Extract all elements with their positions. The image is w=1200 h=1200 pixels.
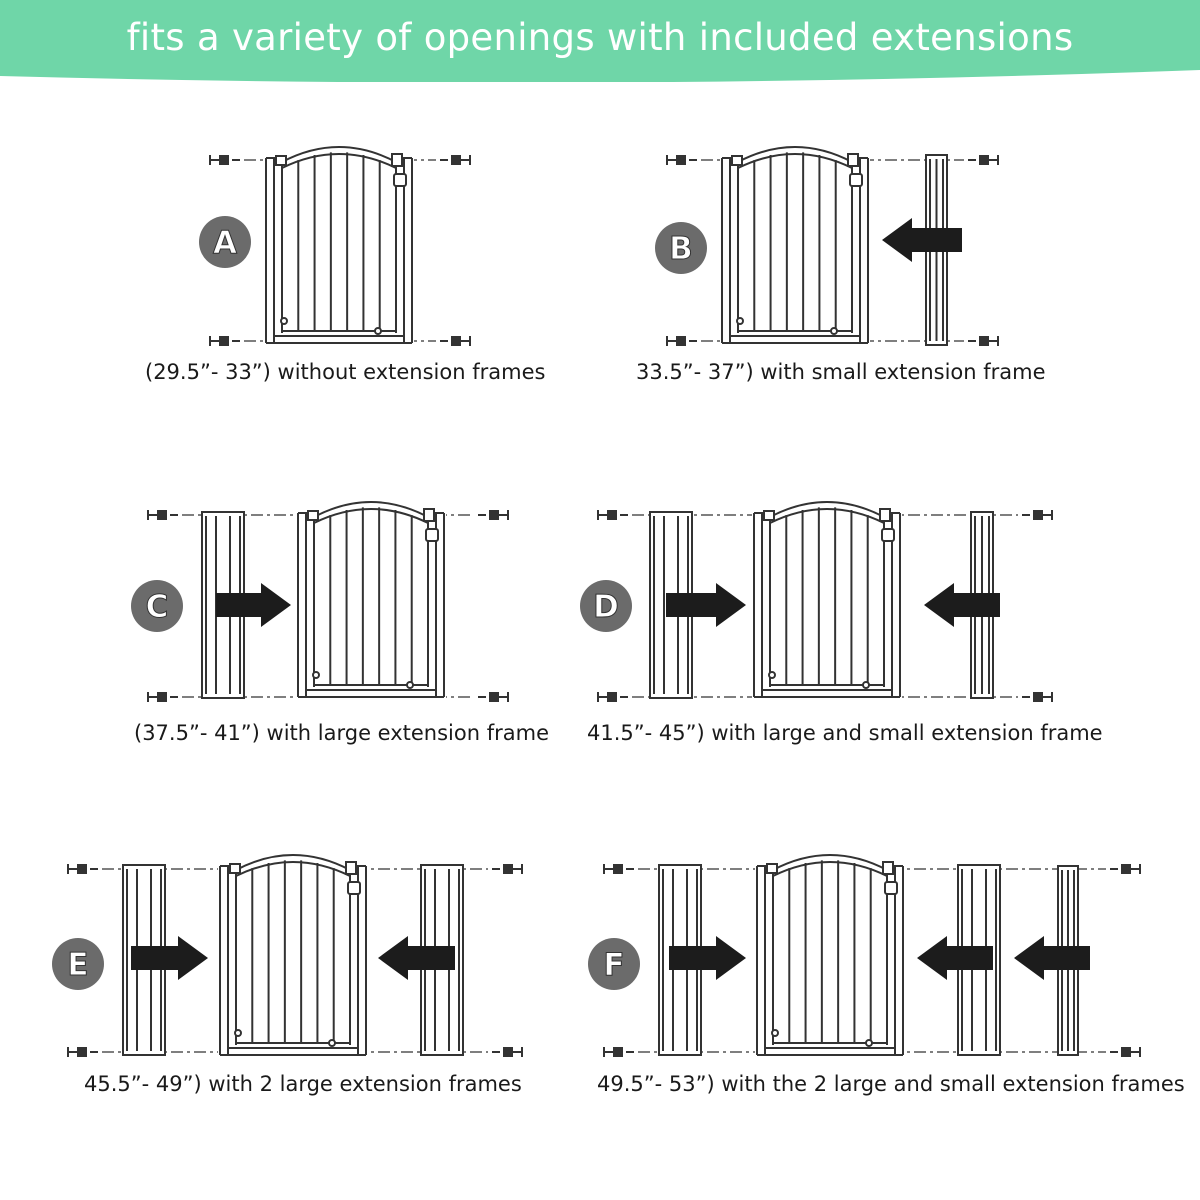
config-letter-badge [52, 938, 104, 990]
pressure-spindle-icon [492, 1047, 522, 1057]
pressure-spindle-icon [148, 510, 178, 520]
configuration-a [199, 147, 470, 346]
latch-handle-icon [426, 529, 438, 541]
hinge-pin-icon [737, 318, 743, 324]
pressure-spindle-icon [667, 336, 697, 346]
pressure-spindle-icon [1022, 692, 1052, 702]
pressure-spindle-icon [604, 864, 634, 874]
hinge-pin-icon [313, 672, 319, 678]
config-letter-badge [655, 222, 707, 274]
configuration-d [580, 502, 1052, 702]
pressure-spindle-icon [604, 1047, 634, 1057]
latch-handle-icon [850, 174, 862, 186]
pressure-spindle-icon [68, 1047, 98, 1057]
bottom-stop-icon [375, 328, 381, 334]
bottom-stop-icon [329, 1040, 335, 1046]
caption-f: 49.5”- 53”) with the 2 large and small extension frames [597, 1072, 1185, 1096]
hinge-pin-icon [281, 318, 287, 324]
banner-title: fits a variety of openings with included extensions [126, 16, 1074, 59]
caption-c: (37.5”- 41”) with large extension frame [134, 721, 549, 745]
arrow-icon [882, 218, 962, 262]
latch-icon [883, 862, 893, 874]
hinge-icon [732, 156, 742, 165]
configuration-c [131, 502, 508, 702]
badge-letter: F [603, 947, 625, 983]
latch-handle-icon [348, 882, 360, 894]
latch-handle-icon [885, 882, 897, 894]
pressure-spindle-icon [440, 336, 470, 346]
caption-a: (29.5”- 33”) without extension frames [145, 360, 546, 384]
pressure-spindle-icon [478, 510, 508, 520]
pressure-spindle-icon [1110, 1047, 1140, 1057]
pressure-spindle-icon [968, 155, 998, 165]
pressure-spindle-icon [210, 336, 240, 346]
latch-icon [848, 154, 858, 166]
latch-icon [392, 154, 402, 166]
badge-letter: B [669, 231, 693, 267]
configuration-f [588, 855, 1140, 1057]
badge-letter: E [67, 947, 89, 983]
config-letter-badge [580, 580, 632, 632]
config-letter-badge [199, 216, 251, 268]
badge-letter: A [213, 225, 237, 261]
badge-letter: C [145, 589, 169, 625]
pressure-spindle-icon [667, 155, 697, 165]
hinge-pin-icon [769, 672, 775, 678]
caption-b: 33.5”- 37”) with small extension frame [636, 360, 1046, 384]
pressure-spindle-icon [68, 864, 98, 874]
pressure-spindle-icon [440, 155, 470, 165]
pressure-spindle-icon [968, 336, 998, 346]
configuration-e [52, 855, 522, 1057]
hinge-icon [276, 156, 286, 165]
latch-handle-icon [394, 174, 406, 186]
latch-icon [424, 509, 434, 521]
pressure-spindle-icon [598, 510, 628, 520]
bottom-stop-icon [863, 682, 869, 688]
pressure-spindle-icon [148, 692, 178, 702]
pressure-spindle-icon [492, 864, 522, 874]
latch-icon [880, 509, 890, 521]
hinge-icon [764, 511, 774, 520]
pressure-spindle-icon [210, 155, 240, 165]
hinge-pin-icon [235, 1030, 241, 1036]
hinge-icon [308, 511, 318, 520]
hinge-icon [767, 864, 777, 873]
hinge-pin-icon [772, 1030, 778, 1036]
latch-icon [346, 862, 356, 874]
badge-letter: D [593, 589, 619, 625]
pressure-spindle-icon [598, 692, 628, 702]
config-letter-badge [588, 938, 640, 990]
configuration-b [655, 147, 998, 346]
bottom-stop-icon [407, 682, 413, 688]
caption-e: 45.5”- 49”) with 2 large extension frames [84, 1072, 522, 1096]
bottom-stop-icon [866, 1040, 872, 1046]
bottom-stop-icon [831, 328, 837, 334]
pressure-spindle-icon [1110, 864, 1140, 874]
latch-handle-icon [882, 529, 894, 541]
caption-d: 41.5”- 45”) with large and small extension frame [587, 721, 1103, 745]
pressure-spindle-icon [1022, 510, 1052, 520]
hinge-icon [230, 864, 240, 873]
pressure-spindle-icon [478, 692, 508, 702]
config-letter-badge [131, 580, 183, 632]
